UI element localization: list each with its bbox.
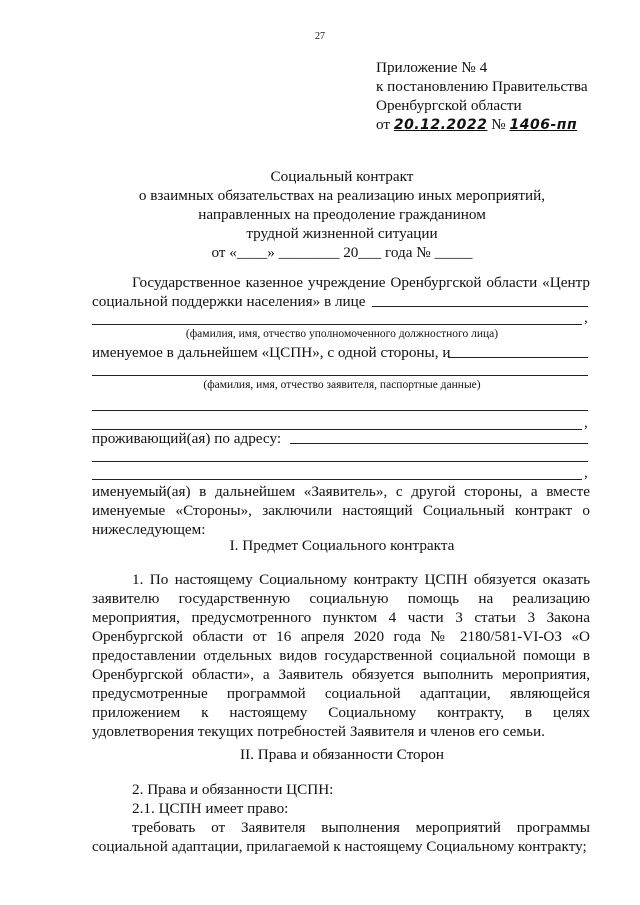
- section-1-paragraph: 1. По настоящему Социальному контракту ЦСПН обязуется оказать заявителю государственную социальную помощь на реализацию мероприятия, предусмотренного пунктом 4 части 3 статьи 3 Закона Оренбургской области от 16 апреля 2020 года № 2180/581-VI-ОЗ «О предоставлении отдельных видов государственной социальной помощи в Оренбургской области», а Заявитель обязуется выполнить мероприятия, предусмотренные программой социальной адаптации, являющейся приложением к настоящему Социальному контракту, в целях удовлетворения текущих потребностей Заявителя и членов его семьи.: [92, 571, 590, 740]
- title-line-2: о взаимных обязательствах на реализацию иных мероприятий,: [138, 187, 546, 204]
- section-2-heading: II. Права и обязанности Сторон: [240, 746, 444, 763]
- contract-title: [92, 167, 592, 262]
- appendix-line-3: Оренбургской области: [376, 97, 522, 114]
- hint-applicant: (фамилия, имя, отчество заявителя, паспортные данные): [203, 379, 481, 391]
- section-1-heading: I. Предмет Социального контракта: [229, 537, 455, 554]
- title-line-3: направленных на преодоление гражданином: [198, 206, 486, 223]
- appendix-date-line: [376, 115, 588, 135]
- number-sign: №: [491, 116, 506, 133]
- fill-line: [92, 324, 582, 325]
- hint-official: (фамилия, имя, отчество уполномоченного должностного лица): [185, 328, 499, 340]
- intro-line-4: проживающий(ая) по адресу:: [92, 430, 282, 447]
- appendix-block: [376, 58, 588, 135]
- fill-line: [92, 410, 588, 411]
- section-2-item-2: 2.1. ЦСПН имеет право:: [132, 800, 289, 817]
- intro-paragraph: именуемый(ая) в дальнейшем «Заявитель», с другой стороны, а вместе именуемые «Стороны», заключили настоящий Социальный контракт о нижеследующем:: [92, 483, 590, 538]
- title-line-1: Социальный контракт: [270, 168, 414, 185]
- fill-line: [92, 375, 588, 376]
- intro-line-1: Государственное казенное учреждение Оренбургской области «Центр: [132, 274, 590, 291]
- comma: ,: [584, 414, 588, 431]
- title-line-4: трудной жизненной ситуации: [246, 225, 438, 242]
- comma: ,: [584, 464, 588, 481]
- title-line-5: от «____» ________ 20___ года № _____: [211, 244, 473, 261]
- date-prefix: от: [376, 116, 391, 133]
- section-2-item-1: 2. Права и обязанности ЦСПН:: [132, 781, 334, 798]
- comma: ,: [584, 309, 588, 326]
- page-number: 27: [315, 31, 325, 42]
- appendix-line-1: Приложение № 4: [376, 59, 488, 76]
- handwritten-number: 1406-пп: [509, 117, 578, 133]
- fill-line: [92, 461, 588, 462]
- fill-line: [290, 443, 588, 444]
- section-2-item-3: требовать от Заявителя выполнения мероприятий программы социальной адаптации, прилагаемой к настоящему Социальному контракту;: [92, 819, 590, 855]
- handwritten-date: 20.12.2022: [393, 117, 488, 133]
- fill-line: [92, 479, 582, 480]
- fill-line: [372, 306, 588, 307]
- fill-line: [448, 357, 588, 358]
- appendix-line-2: к постановлению Правительства: [376, 78, 588, 95]
- intro-line-2: социальной поддержки населения» в лице: [92, 293, 366, 310]
- intro-line-3: именуемое в дальнейшем «ЦСПН», с одной стороны, и: [92, 344, 451, 361]
